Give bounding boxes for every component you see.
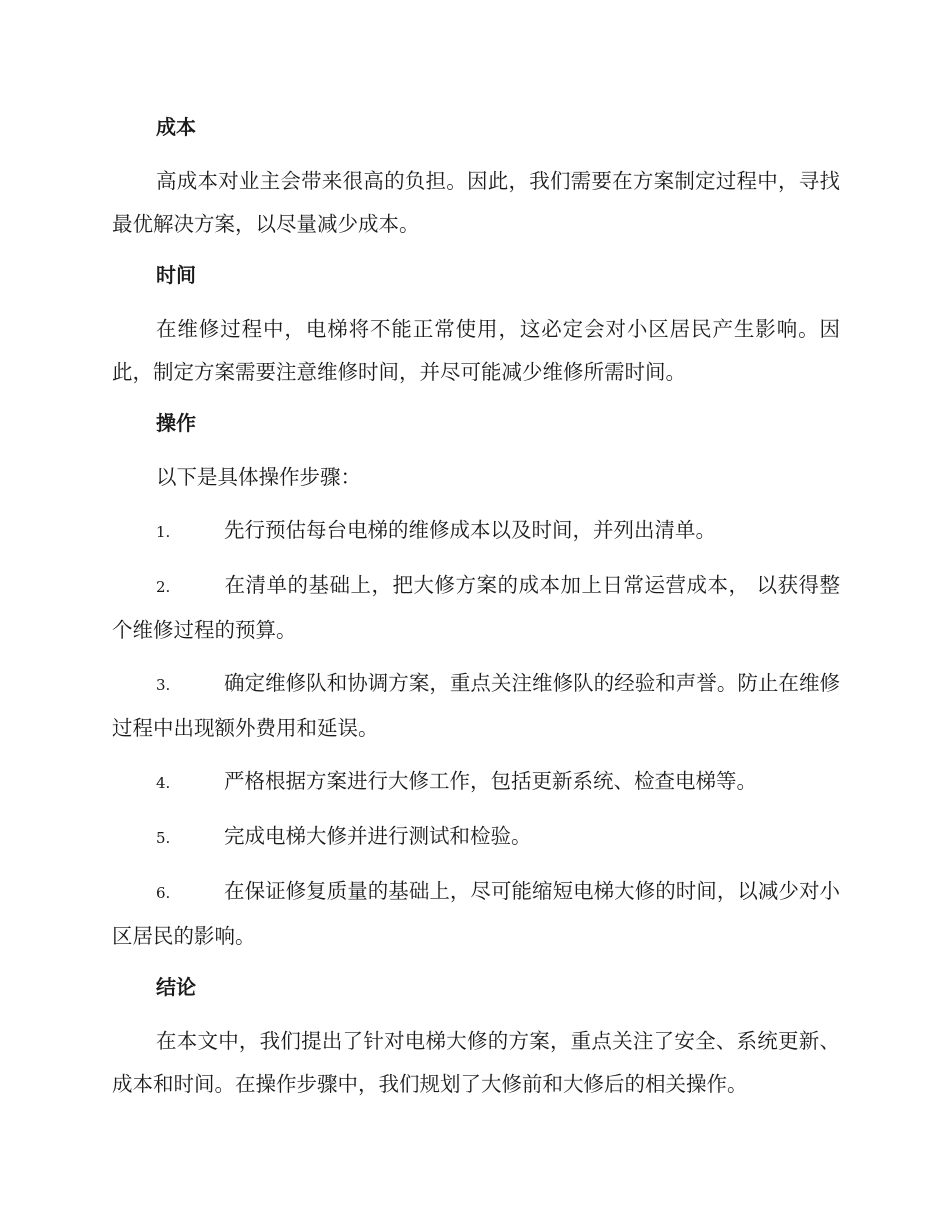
list-item-number: 1. (156, 523, 171, 541)
list-item-text: 完成电梯大修并进行测试和检验。 (224, 824, 532, 848)
list-item (112, 662, 840, 750)
list-item-number: 5. (156, 829, 171, 847)
list-item-text: 在清单的基础上，把大修方案的成本加上日常运营成本， 以获得整个维修过程的预算。 (112, 573, 840, 642)
section-paragraph-conclusion: 在本文中，我们提出了针对电梯大修的方案，重点关注了安全、系统更新、成本和时间。在操作步骤中，我们规划了大修前和大修后的相关操作。 (112, 1029, 840, 1096)
section-heading-operation: 操作 (156, 411, 196, 435)
list-item (112, 870, 840, 958)
list-item (112, 815, 840, 860)
list-item-number: 4. (156, 774, 171, 792)
list-item-text: 确定维修队和协调方案，重点关注维修队的经验和声誉。防止在维修过程中出现额外费用和延误。 (112, 671, 840, 740)
list-item (112, 509, 840, 554)
section-paragraph-time: 在维修过程中，电梯将不能正常使用，这必定会对小区居民产生影响。因此，制定方案需要注意维修时间，并尽可能减少维修所需时间。 (112, 317, 840, 384)
list-item-text: 先行预估每台电梯的维修成本以及时间，并列出清单。 (224, 518, 716, 542)
section-paragraph-cost: 高成本对业主会带来很高的负担。因此，我们需要在方案制定过程中，寻找最优解决方案，以尽量减少成本。 (112, 169, 840, 236)
section-heading-cost: 成本 (156, 115, 196, 139)
section-paragraph-operation: 以下是具体操作步骤： (156, 465, 361, 489)
list-item-text: 严格根据方案进行大修工作，包括更新系统、检查电梯等。 (224, 769, 757, 793)
steps-list (112, 509, 840, 958)
list-item (112, 760, 840, 805)
section-heading-time: 时间 (156, 263, 196, 287)
list-item-text: 在保证修复质量的基础上，尽可能缩短电梯大修的时间，以减少对小区居民的影响。 (112, 879, 840, 948)
document-body (112, 108, 840, 1116)
list-item-number: 2. (156, 578, 171, 596)
list-item-number: 3. (156, 676, 171, 694)
list-item-number: 6. (156, 884, 171, 902)
list-item (112, 564, 840, 652)
section-heading-conclusion: 结论 (156, 975, 196, 999)
